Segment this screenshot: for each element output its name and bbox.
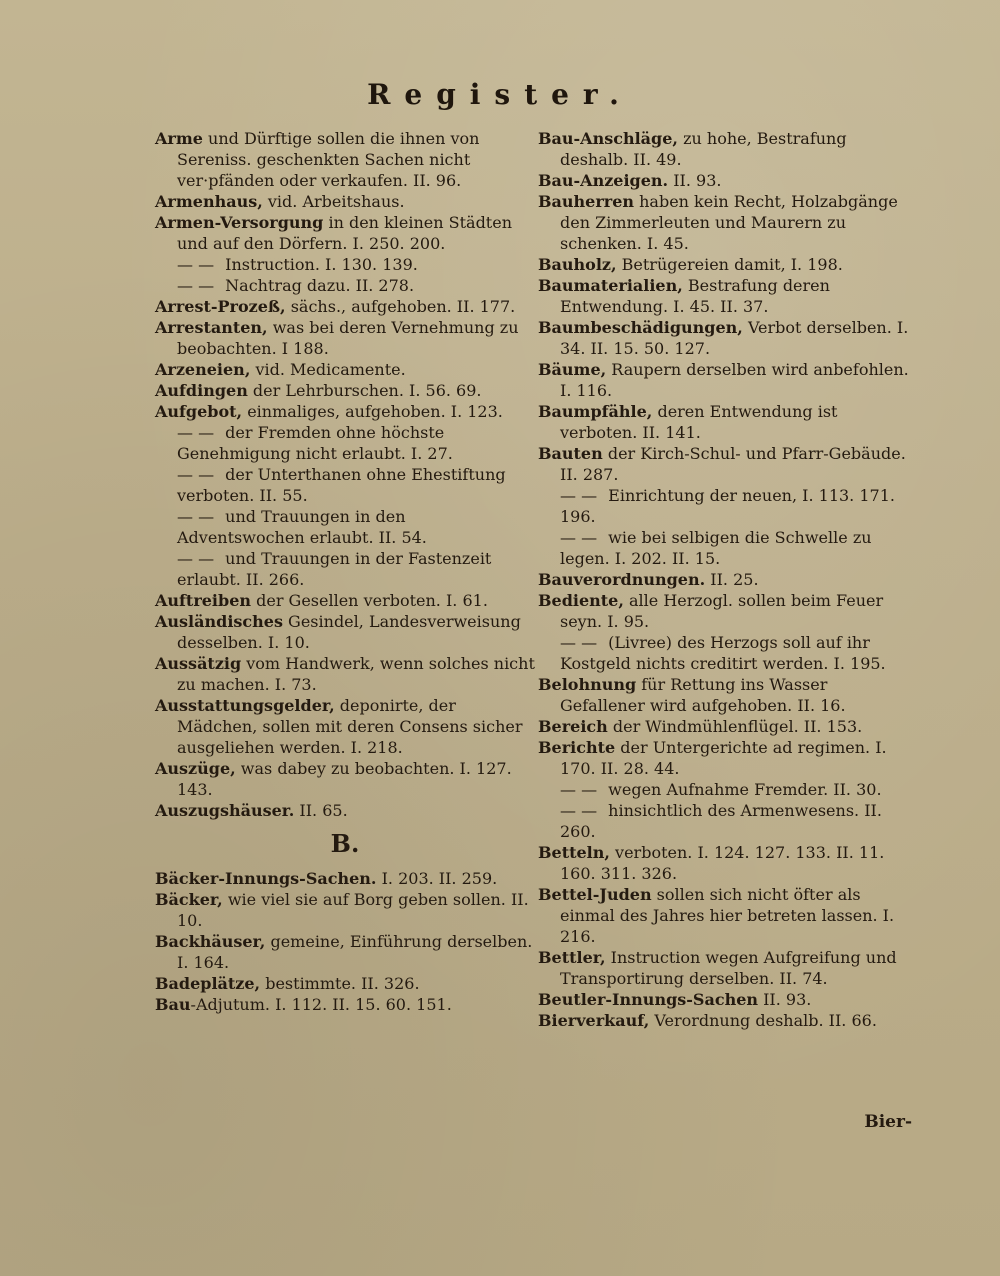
entry-keyword: Bettler, — [538, 948, 606, 967]
entry-keyword: Aussätzig — [155, 654, 242, 673]
entry-text: (Livree) des Herzogs soll auf ihr Kostgeld nichts creditirt werden. I. 195. — [560, 633, 886, 673]
index-entry — [155, 359, 535, 380]
index-entry — [538, 443, 913, 485]
entry-text: II. 65. — [294, 801, 348, 820]
entry-text: bestimmte. II. 326. — [260, 974, 420, 993]
entry-keyword: Bediente, — [538, 591, 624, 610]
index-entry — [155, 548, 535, 590]
entry-keyword: Bäume, — [538, 360, 607, 379]
index-entry — [155, 758, 535, 800]
entry-keyword: Baumpfähle, — [538, 402, 653, 421]
entry-text: und Trauungen in der Fastenzeit erlaubt. II. 266. — [177, 549, 492, 589]
index-entry — [538, 842, 913, 884]
index-entry — [538, 359, 913, 401]
entry-text: Nachtrag dazu. II. 278. — [220, 276, 415, 295]
entry-text: für Rettung ins Wasser Gefallener wird aufgehoben. II. 16. — [560, 675, 846, 715]
entry-keyword: Bierverkauf, — [538, 1011, 650, 1030]
index-entry — [155, 254, 535, 275]
section-letter-b: B. — [330, 829, 360, 858]
entry-keyword: Berichte — [538, 738, 616, 757]
index-entry — [155, 611, 535, 653]
index-entry — [155, 212, 535, 254]
entry-keyword: Auszugshäuser. — [155, 801, 295, 820]
index-entry — [538, 401, 913, 443]
index-entry — [538, 128, 913, 170]
index-entry — [538, 191, 913, 254]
index-entry — [155, 800, 535, 821]
entry-text: deponirte, der Mädchen, sollen mit deren Consens sicher ausgeliehen werden. I. 218. — [177, 696, 523, 757]
index-entry — [538, 947, 913, 989]
entry-keyword: Bäcker-Innungs-Sachen. — [155, 869, 377, 888]
entry-text: Verbot derselben. I. 34. II. 15. 50. 127. — [560, 318, 909, 358]
entry-text: wie viel sie auf Borg geben sollen. II. 10. — [177, 890, 529, 930]
entry-text: -Adjutum. I. 112. II. 15. 60. 151. — [190, 995, 452, 1014]
entry-text: der Unterthanen ohne Ehestiftung verboten. II. 55. — [177, 465, 506, 505]
index-entry — [155, 695, 535, 758]
entry-text: verboten. I. 124. 127. 133. II. 11. 160. 311. 326. — [560, 843, 885, 883]
entry-keyword: Baumbeschädigungen, — [538, 318, 743, 337]
index-entry — [538, 989, 913, 1010]
entry-keyword: Bau — [155, 995, 191, 1014]
entry-text: vid. Arbeitshaus. — [262, 192, 405, 211]
entry-text: der Windmühlenflügel. II. 153. — [607, 717, 863, 736]
index-entry — [538, 590, 913, 632]
entry-keyword: Bauten — [538, 444, 603, 463]
index-entry — [538, 800, 913, 842]
entry-keyword: Auftreiben — [155, 591, 252, 610]
entry-keyword: Bauholz, — [538, 255, 617, 274]
index-entry — [538, 170, 913, 191]
index-entry — [538, 779, 913, 800]
entry-text: gemeine, Einführung derselben. I. 164. — [177, 932, 533, 972]
entry-text: II. 93. — [668, 171, 722, 190]
entry-text: I. 203. II. 259. — [376, 869, 498, 888]
entry-dash: — — — [177, 276, 215, 295]
index-entry — [538, 674, 913, 716]
index-entry — [538, 884, 913, 947]
right-entries — [538, 128, 913, 1031]
entry-text: einmaliges, aufgehoben. I. 123. — [242, 402, 503, 421]
index-entry — [155, 868, 535, 889]
entry-text: was dabey zu beobachten. I. 127. 143. — [177, 759, 512, 799]
entry-keyword: Arrestanten, — [155, 318, 268, 337]
index-entry — [155, 889, 535, 931]
entry-text: haben kein Recht, Holzabgänge den Zimmerleuten und Maurern zu schenken. I. 45. — [560, 192, 898, 253]
entry-keyword: Bettel-Juden — [538, 885, 652, 904]
entry-dash: — — — [177, 255, 215, 274]
entry-keyword: Auszüge, — [155, 759, 236, 778]
entry-text: und Trauungen in den Adventswochen erlaubt. II. 54. — [177, 507, 427, 547]
index-entry — [538, 485, 913, 527]
entry-keyword: Ausstattungsgelder, — [155, 696, 335, 715]
entry-keyword: Aufgebot, — [155, 402, 243, 421]
entry-text: II. 25. — [705, 570, 759, 589]
index-entry — [155, 422, 535, 464]
entry-dash: — — — [177, 507, 215, 526]
left-column — [155, 128, 535, 1015]
entry-text: Betrügereien damit, I. 198. — [616, 255, 843, 274]
entry-keyword: Belohnung — [538, 675, 637, 694]
index-entry — [538, 527, 913, 569]
entry-text: der Lehrburschen. I. 56. 69. — [247, 381, 482, 400]
entry-keyword: Bauverordnungen. — [538, 570, 706, 589]
index-entry — [538, 632, 913, 674]
entry-text: was bei deren Vernehmung zu beobachten. I 188. — [177, 318, 519, 358]
index-entry — [538, 737, 913, 779]
entry-keyword: Betteln, — [538, 843, 610, 862]
index-entry — [155, 296, 535, 317]
entry-keyword: Badeplätze, — [155, 974, 261, 993]
index-entry — [155, 590, 535, 611]
catchword: Bier- — [864, 1112, 912, 1132]
entry-text: Raupern derselben wird anbefohlen. I. 116. — [560, 360, 909, 400]
entry-text: wegen Aufnahme Fremder. II. 30. — [603, 780, 882, 799]
index-entry — [538, 716, 913, 737]
entry-dash: — — — [560, 780, 598, 799]
index-entry — [155, 275, 535, 296]
entry-text: Verordnung deshalb. II. 66. — [649, 1011, 877, 1030]
entry-keyword: Bauherren — [538, 192, 635, 211]
entry-keyword: Beutler-Innungs-Sachen — [538, 990, 759, 1009]
index-entry — [155, 994, 535, 1015]
entry-text: der Fremden ohne höchste Genehmigung nicht erlaubt. I. 27. — [177, 423, 453, 463]
entry-text: sächs., aufgehoben. II. 177. — [285, 297, 516, 316]
entry-text: vom Handwerk, wenn solches nicht zu machen. I. 73. — [177, 654, 535, 694]
entry-text: der Gesellen verboten. I. 61. — [251, 591, 488, 610]
entry-dash: — — — [560, 633, 598, 652]
entry-text: sollen sich nicht öfter als einmal des Jahres hier betreten lassen. I. 216. — [560, 885, 895, 946]
entry-text: Einrichtung der neuen, I. 113. 171. 196. — [560, 486, 895, 526]
entry-text: vid. Medicamente. — [250, 360, 406, 379]
index-entry — [155, 317, 535, 359]
entry-keyword: Bäcker, — [155, 890, 223, 909]
right-column — [538, 128, 913, 1031]
entry-text: hinsichtlich des Armenwesens. II. 260. — [560, 801, 882, 841]
entry-text: in den kleinen Städten und auf den Dörfern. I. 250. 200. — [177, 213, 513, 253]
index-entry — [538, 1010, 913, 1031]
entry-keyword: Armenhaus, — [155, 192, 263, 211]
entry-keyword: Baumaterialien, — [538, 276, 683, 295]
entry-text: Instruction. I. 130. 139. — [220, 255, 418, 274]
index-entry — [538, 317, 913, 359]
entry-dash: — — — [560, 528, 598, 547]
index-entry — [155, 464, 535, 506]
left-b-entries — [155, 868, 535, 1015]
index-entry — [155, 506, 535, 548]
index-entry — [155, 401, 535, 422]
entry-text: II. 93. — [758, 990, 812, 1009]
index-entry — [155, 128, 535, 191]
left-entries — [155, 128, 535, 821]
entry-text: Gesindel, Landesverweisung desselben. I. 10. — [177, 612, 521, 652]
index-entry — [538, 569, 913, 590]
entry-keyword: Arrest-Prozeß, — [155, 297, 286, 316]
entry-dash: — — — [560, 486, 598, 505]
entry-dash: — — — [560, 801, 598, 820]
entry-text: alle Herzogl. sollen beim Feuer seyn. I. 95. — [560, 591, 884, 631]
index-entry — [155, 380, 535, 401]
entry-keyword: Bau-Anzeigen. — [538, 171, 669, 190]
entry-dash: — — — [177, 423, 215, 442]
entry-keyword: Bau-Anschläge, — [538, 129, 678, 148]
index-entry — [155, 191, 535, 212]
entry-text: wie bei selbigen die Schwelle zu legen. I. 202. II. 15. — [560, 528, 872, 568]
entry-text: der Untergerichte ad regimen. I. 170. II. 28. 44. — [560, 738, 887, 778]
index-entry — [538, 254, 913, 275]
entry-text: Instruction wegen Aufgreifung und Transportirung derselben. II. 74. — [560, 948, 897, 988]
entry-text: und Dürftige sollen die ihnen von Sereniss. geschenkten Sachen nicht ver·pfänden oder verkaufen. II. 96. — [177, 129, 480, 190]
index-entry — [155, 931, 535, 973]
index-entry — [155, 653, 535, 695]
entry-keyword: Bereich — [538, 717, 608, 736]
entry-keyword: Armen-Versorgung — [155, 213, 324, 232]
entry-keyword: Arme — [155, 129, 203, 148]
page-title: Register. — [367, 78, 633, 111]
entry-dash: — — — [177, 549, 215, 568]
entry-keyword: Aufdingen — [155, 381, 248, 400]
entry-text: der Kirch-Schul- und Pfarr-Gebäude. II. 287. — [560, 444, 906, 484]
entry-keyword: Backhäuser, — [155, 932, 266, 951]
entry-text: zu hohe, Bestrafung deshalb. II. 49. — [560, 129, 847, 169]
entry-keyword: Ausländisches — [155, 612, 283, 631]
index-entry — [538, 275, 913, 317]
entry-text: deren Entwendung ist verboten. II. 141. — [560, 402, 838, 442]
index-entry — [155, 973, 535, 994]
entry-keyword: Arzeneien, — [155, 360, 251, 379]
entry-text: Bestrafung deren Entwendung. I. 45. II. 37. — [560, 276, 830, 316]
entry-dash: — — — [177, 465, 215, 484]
